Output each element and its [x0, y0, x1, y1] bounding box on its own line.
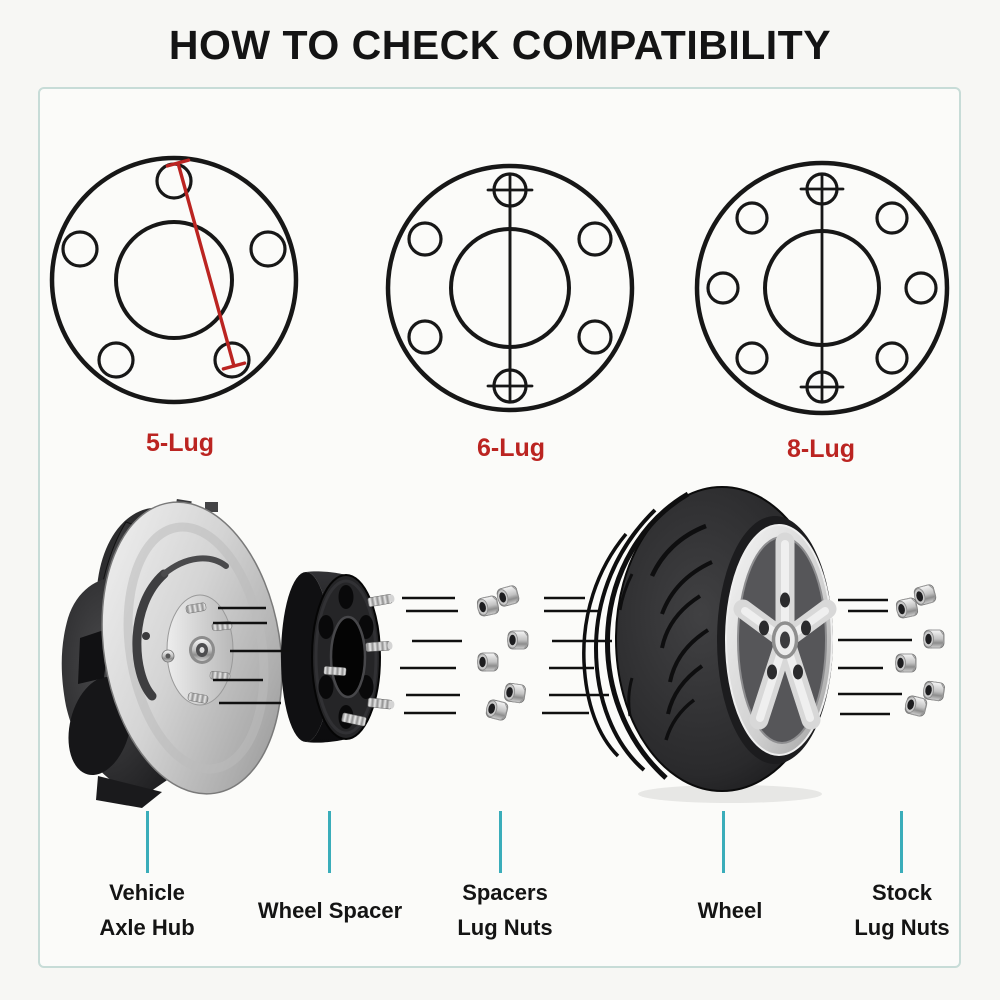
- pointer-line-stock-lug-nuts: [900, 811, 903, 873]
- five-lug-pattern-diagram: [40, 145, 310, 440]
- callout-lines-spacer-to-nuts: [400, 598, 462, 713]
- label-line: Lug Nuts: [457, 915, 553, 940]
- exploded-assembly-illustration: [40, 478, 960, 813]
- stock-lug-nuts-illustration: [895, 584, 945, 717]
- callout-lines-nuts-to-wheel: [542, 598, 612, 713]
- six-lug-label: 6-Lug: [476, 434, 546, 462]
- label-line: Spacers: [462, 880, 548, 905]
- label-vehicle-axle-hub: [67, 881, 227, 939]
- wheel-spacer-illustration: [281, 571, 395, 742]
- vehicle-axle-hub-illustration: [59, 489, 302, 808]
- pointer-line-spacers-lug-nuts: [499, 811, 502, 873]
- eight-lug-pattern-diagram: [690, 150, 960, 435]
- eight-lug-label: 8-Lug: [786, 435, 856, 463]
- page-title: HOW TO CHECK COMPATIBILITY: [168, 22, 832, 68]
- label-line: Axle Hub: [99, 915, 195, 940]
- label-stock-lug-nuts: [822, 881, 982, 939]
- label-line: Wheel Spacer: [257, 897, 403, 923]
- label-wheel-spacer: [240, 881, 420, 939]
- pointer-line-vehicle-axle-hub: [146, 811, 149, 873]
- six-lug-pattern-diagram: [380, 150, 642, 430]
- label-line: Lug Nuts: [854, 915, 950, 940]
- pointer-line-wheel: [722, 811, 725, 873]
- label-line: Wheel: [697, 897, 763, 923]
- pointer-line-wheel-spacer: [328, 811, 331, 873]
- label-line: Vehicle: [109, 880, 185, 905]
- spacer-lug-nuts-illustration: [476, 585, 528, 721]
- five-lug-label: 5-Lug: [145, 429, 215, 457]
- label-spacers-lug-nuts: [425, 881, 585, 939]
- label-line: Stock: [872, 880, 932, 905]
- wheel-illustration: [584, 487, 833, 803]
- label-wheel: [650, 881, 810, 939]
